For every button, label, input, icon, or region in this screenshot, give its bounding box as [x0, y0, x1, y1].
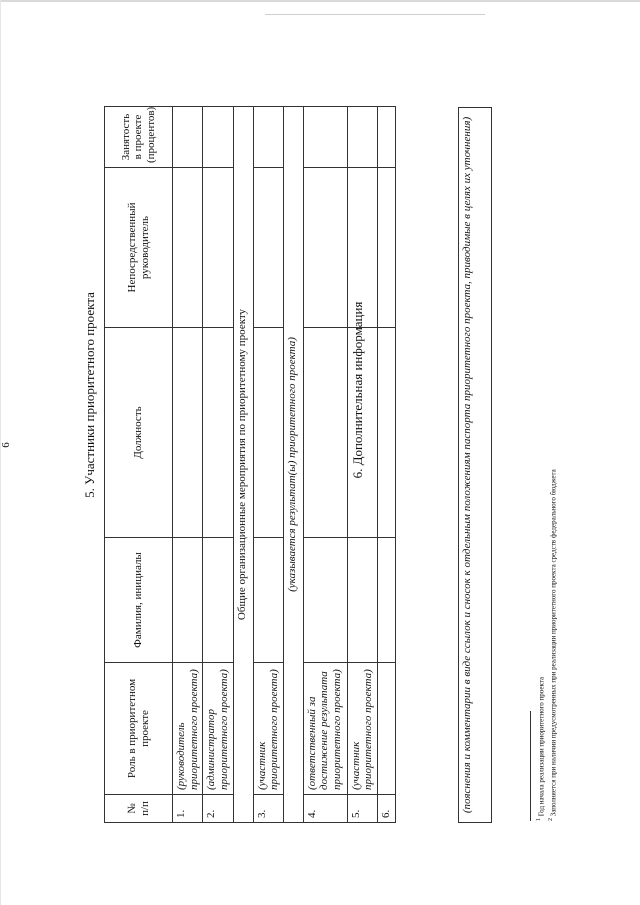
row-number: 3.: [253, 795, 283, 823]
cell-supervisor: [203, 168, 233, 328]
row-role: (руководитель приоритетного проекта): [173, 663, 203, 795]
cell-supervisor: [173, 168, 203, 328]
table-row: [253, 107, 283, 823]
footnote-text: Заполняется при наличии предусмотренных при реализации приоритетного проекта средств федерального бюджета: [549, 469, 558, 817]
cell-name: [203, 538, 233, 663]
footnote-mark: 1: [536, 818, 542, 821]
row-role: (участник приоритетного проекта): [347, 663, 377, 795]
cell-name: [378, 538, 396, 663]
cell-occupancy: [303, 107, 347, 168]
row-number: 1.: [173, 795, 203, 823]
cell-occupancy: [173, 107, 203, 168]
footnotes: [535, 121, 559, 821]
result-row: (указывается результат(ы) приоритетного проекта): [283, 107, 303, 823]
cell-supervisor: [253, 168, 283, 328]
additional-info-box: (пояснения и комментарии в виде ссылок и сносок к отдельным положениям паспорта приоритетного проекта, приводимые в целях их уточнения): [458, 107, 492, 823]
row-number: 2.: [203, 795, 233, 823]
cell-position: [253, 328, 283, 538]
general-activities-row: Общие организационные мероприятия по приоритетному проекту: [233, 107, 253, 823]
row-role: (ответственный за достижение результата приоритетного проекта): [303, 663, 347, 795]
cell-occupancy: [253, 107, 283, 168]
cell-name: [173, 538, 203, 663]
cell-position: [378, 328, 396, 538]
table-row: [203, 107, 233, 823]
header-name: Фамилия, инициалы: [105, 538, 173, 663]
row-number: 5.: [347, 795, 377, 823]
row-role: (участник приоритетного проекта): [253, 663, 283, 795]
cell-supervisor: [378, 168, 396, 328]
row-number: 6.: [378, 795, 396, 823]
footnote-text: Год начала реализации приоритетного проекта: [537, 676, 546, 817]
footnote-divider: [530, 711, 531, 821]
cell-occupancy: [378, 107, 396, 168]
footnote-2: [547, 121, 559, 821]
header-supervisor: Непосредственный руководитель: [105, 168, 173, 328]
row-role: [378, 663, 396, 795]
cell-position: [173, 328, 203, 538]
scan-artifact-line: [265, 14, 485, 15]
header-number: № п/п: [105, 795, 173, 823]
cell-name: [303, 538, 347, 663]
table-row: [173, 107, 203, 823]
cell-occupancy: [203, 107, 233, 168]
section6-title: 6. Дополнительная информация: [350, 301, 365, 479]
cell-supervisor: [303, 168, 347, 328]
cell-position: [203, 328, 233, 538]
footnote-1: [535, 121, 547, 821]
header-role: Роль в приоритетном проекте: [105, 663, 173, 795]
rotated-document-page: [0, 105, 600, 905]
table-row: [378, 107, 396, 823]
table-row: [303, 107, 347, 823]
header-position: Должность: [105, 328, 173, 538]
cell-name: [253, 538, 283, 663]
section5-title: 5. Участники приоритетного проекта: [82, 292, 97, 498]
table-row-span: [283, 107, 303, 823]
cell-occupancy: [347, 107, 377, 168]
cell-name: [347, 538, 377, 663]
footnote-mark: 2: [547, 818, 554, 821]
cell-position: [303, 328, 347, 538]
header-occupancy: Занятость в проекте (процентов): [105, 107, 173, 168]
scan-edge-top: [0, 0, 640, 2]
row-role: (администратор приоритетного проекта): [203, 663, 233, 795]
table-row-span: [233, 107, 253, 823]
row-number: 4.: [303, 795, 347, 823]
page-number: 6: [0, 442, 12, 448]
